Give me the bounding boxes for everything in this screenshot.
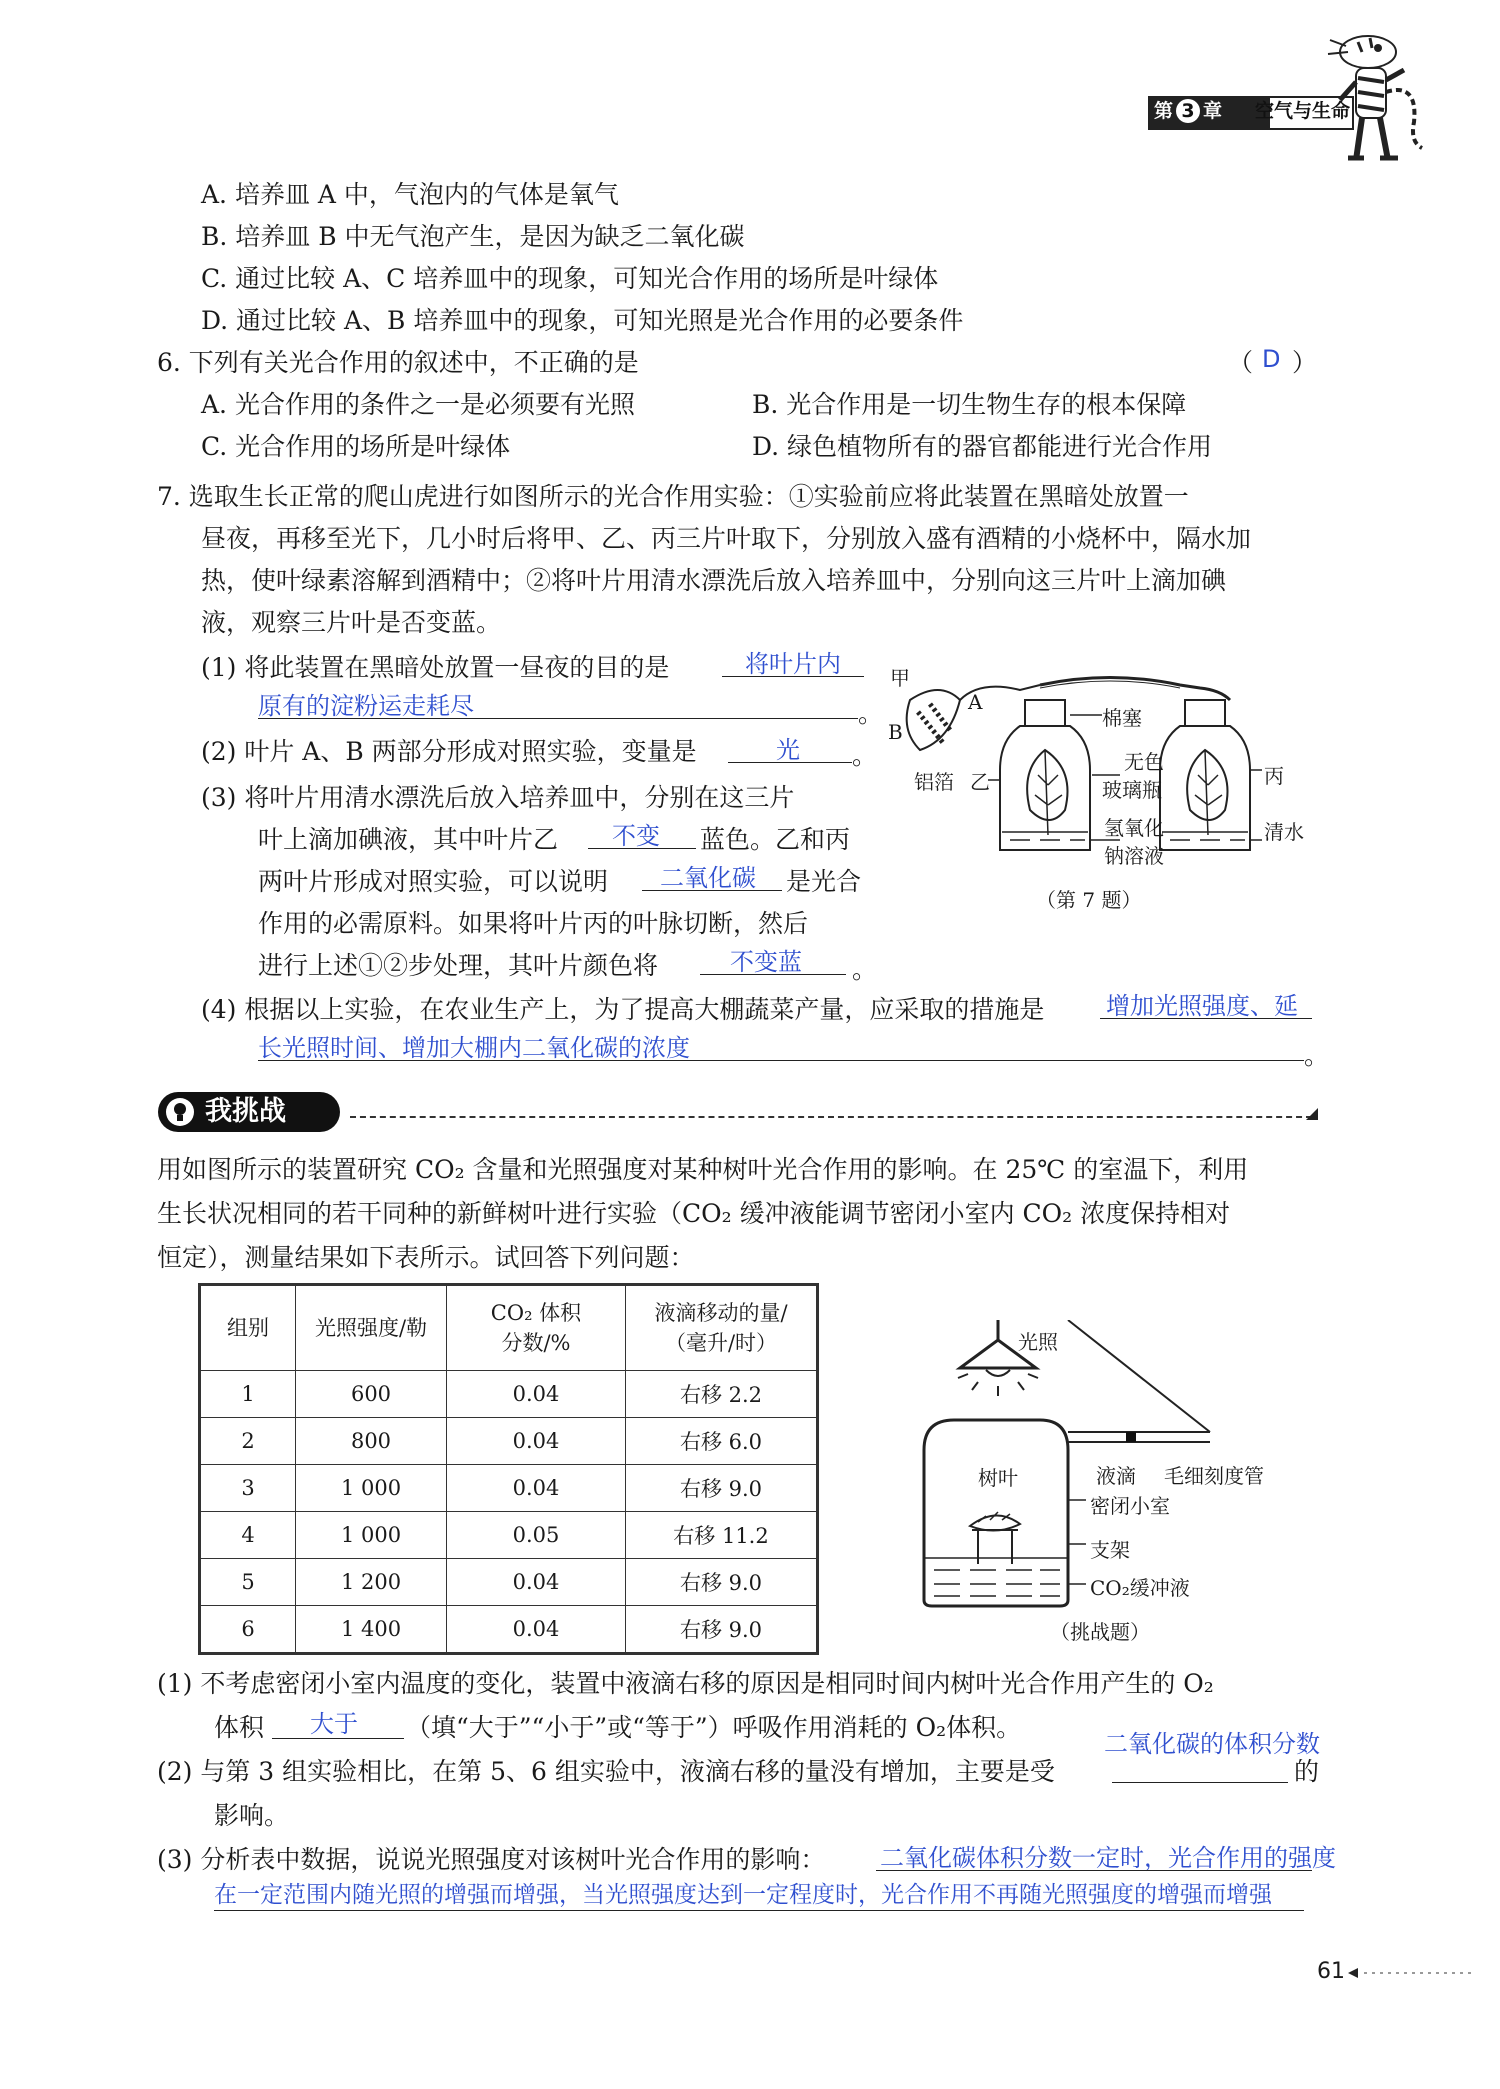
challenge-intro-line: 用如图所示的装置研究 CO₂ 含量和光照强度对某种树叶光合作用的影响。在 25℃ 的室温下，利用 (157, 1155, 1249, 1184)
table-cell: 4 (200, 1512, 296, 1559)
figure-caption: （第 7 题） (1036, 888, 1142, 912)
challenge-q1-answer: 大于 (310, 1710, 358, 1738)
table-row (200, 1371, 818, 1418)
section-divider (350, 1116, 1312, 1118)
q5-option-a: A. 培养皿 A 中，气泡内的气体是氧气 (201, 180, 619, 209)
challenge-intro-line: 恒定），测量结果如下表所示。试回答下列问题： (157, 1243, 695, 1272)
answer-underline (258, 718, 858, 719)
challenge-intro-line: 生长状况相同的若干同种的新鲜树叶进行实验（CO₂ 缓冲液能调节密闭小室内 CO₂ 浓度保持相对 (157, 1199, 1231, 1228)
figure-label: 毛细刻度管 (1164, 1464, 1264, 1488)
challenge-q1-line: （填“大于”“小于”或“等于”）呼吸作用消耗的 O₂体积。 (406, 1713, 1022, 1742)
table-header: 光照强度/勒 (296, 1285, 447, 1371)
period: 。 (858, 699, 884, 728)
table-cell: 右移 9.0 (626, 1606, 818, 1654)
q7-sub2-text: (2) 叶片 A、B 两部分形成对照实验，变量是 (201, 737, 697, 766)
triangle-marker-icon (1306, 1108, 1318, 1120)
q6-paren-right: ） (1292, 348, 1318, 377)
challenge-q2-line: 影响。 (214, 1801, 290, 1830)
table-cell: 1 200 (296, 1559, 447, 1606)
q6-paren-left: （ (1228, 348, 1254, 377)
table-row (200, 1606, 818, 1654)
figure-label: 氢氧化 (1104, 816, 1164, 840)
figure-label: CO₂缓冲液 (1090, 1576, 1190, 1600)
q7-sub2-answer: 光 (776, 736, 800, 764)
table-cell: 右移 9.0 (626, 1559, 818, 1606)
arrow-left-icon (1346, 1966, 1476, 1980)
challenge-q2-line: 的 (1294, 1757, 1320, 1786)
period: 。 (852, 741, 878, 770)
figure-label: 棉塞 (1102, 706, 1142, 730)
figure-label: B (888, 720, 903, 744)
q7-sub4-answer: 长光照时间、增加大棚内二氧化碳的浓度 (258, 1034, 690, 1062)
table-cell: 右移 9.0 (626, 1465, 818, 1512)
q6-stem: 6. 下列有关光合作用的叙述中，不正确的是 (157, 348, 639, 377)
q5-option-b: B. 培养皿 B 中无气泡产生，是因为缺乏二氧化碳 (201, 222, 745, 251)
table-header-row (200, 1285, 818, 1371)
table-cell: 右移 6.0 (626, 1418, 818, 1465)
tiger-mascot-icon (1318, 22, 1430, 172)
q6-option-a: A. 光合作用的条件之一是必须要有光照 (201, 390, 635, 419)
period: 。 (1304, 1041, 1330, 1070)
chapter-label: 第 3 章 (1154, 100, 1223, 122)
table-cell: 800 (296, 1418, 447, 1465)
chapter-number: 3 (1176, 99, 1200, 123)
table-header: 组别 (200, 1285, 296, 1371)
table-cell: 0.04 (447, 1465, 626, 1512)
table-row (200, 1559, 818, 1606)
answer-underline (700, 974, 846, 975)
q7-sub3-line: 两叶片形成对照实验，可以说明 (258, 867, 609, 896)
table-cell: 右移 11.2 (626, 1512, 818, 1559)
q5-option-d: D. 通过比较 A、B 培养皿中的现象，可知光照是光合作用的必要条件 (201, 306, 964, 335)
table-cell: 0.05 (447, 1512, 626, 1559)
q6-option-c: C. 光合作用的场所是叶绿体 (201, 432, 511, 461)
challenge-q3-line: (3) 分析表中数据，说说光照强度对该树叶光合作用的影响： (157, 1845, 826, 1874)
page-number: 61 (1317, 1959, 1345, 1984)
figure-label: 玻璃瓶 (1102, 778, 1162, 802)
challenge-title: 我挑战 (205, 1096, 286, 1127)
figure-label: 树叶 (978, 1466, 1018, 1490)
lightbulb-icon (164, 1096, 196, 1128)
figure-label: 光照 (1018, 1330, 1058, 1354)
figure-label: 丙 (1264, 764, 1284, 788)
figure-label: 密闭小室 (1090, 1494, 1170, 1518)
table-cell: 2 (200, 1418, 296, 1465)
answer-underline (272, 1738, 404, 1739)
table-header: CO₂ 体积 分数/% (447, 1285, 626, 1371)
table-cell: 1 000 (296, 1512, 447, 1559)
figure-label: A (968, 690, 983, 714)
answer-underline (1100, 1018, 1312, 1019)
q6-option-b: B. 光合作用是一切生物生存的根本保障 (752, 390, 1187, 419)
answer-underline (214, 1910, 1304, 1911)
answer-underline (258, 1060, 1304, 1061)
answer-underline (728, 762, 852, 763)
challenge-q1-line: (1) 不考虑密闭小室内温度的变化，装置中液滴右移的原因是相同时间内树叶光合作用产生的 O₂ (157, 1669, 1214, 1698)
table-row (200, 1418, 818, 1465)
table-cell: 0.04 (447, 1606, 626, 1654)
q7-sub1-answer: 将叶片内 (745, 650, 841, 678)
table-cell: 600 (296, 1371, 447, 1418)
q7-sub3-line: 进行上述①②步处理，其叶片颜色将 (258, 951, 659, 980)
table-cell: 1 000 (296, 1465, 447, 1512)
figure-label: 液滴 (1096, 1464, 1136, 1488)
q6-answer: D (1262, 345, 1281, 373)
q7-stem-line: 昼夜，再移至光下，几小时后将甲、乙、丙三片叶取下，分别放入盛有酒精的小烧杯中，隔水加 (201, 524, 1252, 553)
answer-underline (876, 1870, 1312, 1871)
challenge-q2-answer: 二氧化碳的体积分数 (1104, 1730, 1320, 1758)
challenge-q3-answer: 二氧化碳体积分数一定时，光合作用的强度 (880, 1844, 1336, 1872)
answer-underline (722, 676, 864, 677)
q7-sub1-text: (1) 将此装置在黑暗处放置一昼夜的目的是 (201, 653, 670, 682)
answer-underline (642, 890, 782, 891)
challenge-q1-line: 体积 (214, 1713, 265, 1742)
figure-label: 铝箔 (914, 770, 954, 794)
q7-sub3-line: 是光合 (786, 867, 862, 896)
table-cell: 0.04 (447, 1559, 626, 1606)
table-cell: 0.04 (447, 1418, 626, 1465)
figure-label: 支架 (1090, 1538, 1130, 1562)
q7-stem-line: 液，观察三片叶是否变蓝。 (201, 608, 502, 637)
table-cell: 1 400 (296, 1606, 447, 1654)
figure-label: 钠溶液 (1104, 844, 1164, 868)
table-cell: 右移 2.2 (626, 1371, 818, 1418)
q7-sub3-answer: 不变蓝 (730, 948, 802, 976)
table-cell: 3 (200, 1465, 296, 1512)
q7-apparatus-figure (880, 660, 1300, 870)
q7-sub3-line: 作用的必需原料。如果将叶片丙的叶脉切断，然后 (258, 909, 809, 938)
table-cell: 6 (200, 1606, 296, 1654)
figure-caption: （挑战题） (1050, 1620, 1150, 1644)
challenge-q3-answer: 在一定范围内随光照的增强而增强，当光照强度达到一定程度时，光合作用不再随光照强度的增强而增强 (214, 1882, 1272, 1908)
results-table (198, 1283, 819, 1655)
q7-sub4-text: (4) 根据以上实验，在农业生产上，为了提高大棚蔬菜产量，应采取的措施是 (201, 995, 1045, 1024)
q7-sub4-answer: 增加光照强度、延 (1106, 992, 1298, 1020)
challenge-q2-line: (2) 与第 3 组实验相比，在第 5、6 组实验中，液滴右移的量没有增加，主要是受 (157, 1757, 1055, 1786)
chapter-title: 空气与生命 (1255, 100, 1351, 122)
answer-underline (1112, 1782, 1288, 1783)
figure-label: 乙 (970, 770, 990, 794)
figure-label: 甲 (890, 666, 910, 690)
figure-label: 清水 (1264, 820, 1304, 844)
table-header: 液滴移动的量/ （毫升/时） (626, 1285, 818, 1371)
q6-option-d: D. 绿色植物所有的器官都能进行光合作用 (752, 432, 1213, 461)
q7-sub3-line: 叶上滴加碘液，其中叶片乙 (258, 825, 559, 854)
answer-underline (588, 848, 696, 849)
q7-sub3-answer: 不变 (612, 822, 660, 850)
table-cell: 1 (200, 1371, 296, 1418)
q5-option-c: C. 通过比较 A、C 培养皿中的现象，可知光合作用的场所是叶绿体 (201, 264, 939, 293)
figure-label: 无色 (1124, 750, 1164, 774)
q7-sub3-line: (3) 将叶片用清水漂洗后放入培养皿中，分别在这三片 (201, 783, 795, 812)
table-cell: 0.04 (447, 1371, 626, 1418)
period: 。 (852, 955, 878, 984)
q7-stem-line: 7. 选取生长正常的爬山虎进行如图所示的光合作用实验：①实验前应将此装置在黑暗处放置一 (157, 482, 1189, 511)
table-row (200, 1465, 818, 1512)
table-cell: 5 (200, 1559, 296, 1606)
q7-sub3-answer: 二氧化碳 (660, 864, 756, 892)
q7-stem-line: 热，使叶绿素溶解到酒精中；②将叶片用清水漂洗后放入培养皿中，分别向这三片叶上滴加碘 (201, 566, 1227, 595)
q7-sub1-answer: 原有的淀粉运走耗尽 (258, 692, 474, 720)
table-row (200, 1512, 818, 1559)
q7-sub3-line: 蓝色。乙和丙 (700, 825, 851, 854)
